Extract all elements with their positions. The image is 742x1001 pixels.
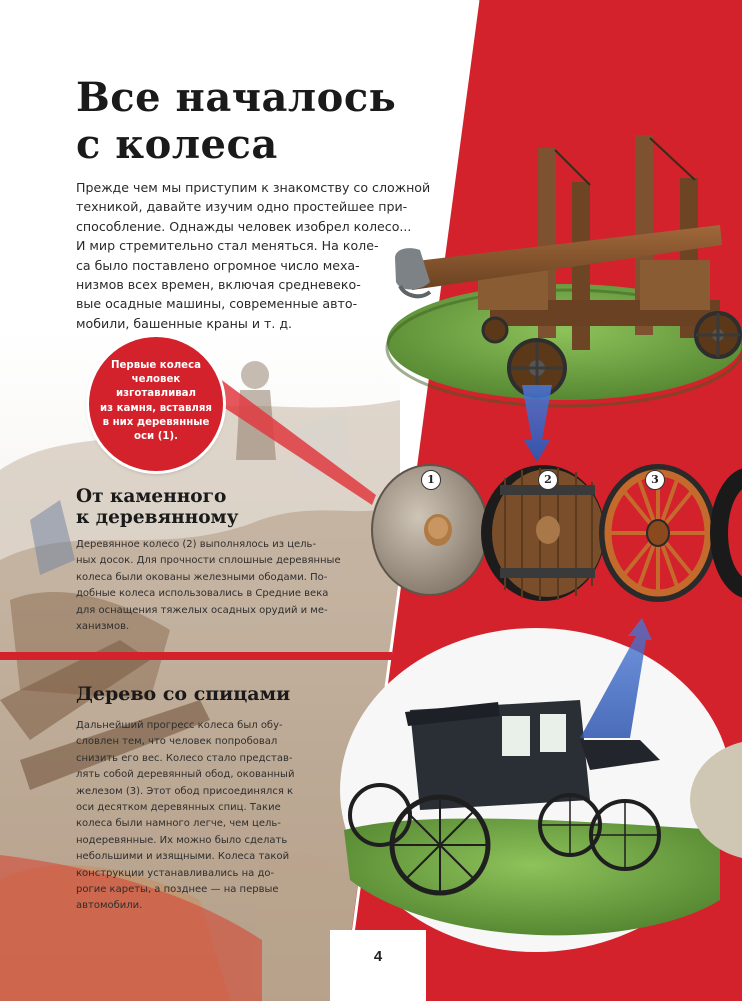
body-line: словлен тем, что человек попробовал (76, 736, 278, 748)
body-line: лять собой деревянный обод, окованный (76, 769, 295, 781)
section-body-stone-to-wood (76, 537, 376, 635)
bubble-line: человек (131, 374, 181, 386)
fact-bubble-text (89, 359, 223, 444)
body-line: оси десятком деревянных спиц. Такие (76, 802, 281, 814)
section-heading-stone-to-wood (76, 486, 238, 528)
heading-line: Дерево со спицами (76, 683, 291, 705)
section-heading-spokes (76, 684, 290, 705)
wheel-label-1: 1 (421, 470, 441, 490)
page-title-line: Все началось (76, 74, 397, 121)
body-line: железом (3). Этот обод присоединялся к (76, 785, 294, 797)
body-line: для оснащения тяжелых осадных орудий и ме- (76, 604, 328, 616)
wheel-label-3: 3 (645, 470, 665, 490)
body-line: колеса были намного легче, чем цель- (76, 818, 281, 830)
intro-line: са было поставлено огромное число меха- (76, 257, 360, 273)
intro-line: низмов всех времен, включая средневеко- (76, 277, 361, 293)
intro-line: Прежде чем мы приступим к знакомству со сложной (76, 180, 431, 195)
page-title (76, 74, 396, 168)
body-line: Деревянное колесо (2) выполнялось из цель- (76, 539, 317, 550)
bubble-line: из камня, вставляя (100, 402, 212, 414)
intro-line: вые осадные машины, современные авто- (76, 296, 358, 312)
body-line: ных досок. Для прочности сплошные деревянные (76, 555, 341, 567)
section-body-spokes (76, 718, 376, 915)
page-number: 4 (373, 948, 383, 965)
body-line: нодеревянные. Их можно было сделать (76, 834, 288, 846)
bubble-line: оси (1). (134, 431, 178, 443)
body-line: ханизмов. (76, 621, 130, 633)
body-line: снизить его вес. Колесо стало представ- (76, 752, 293, 764)
page-title-line: с колеса (76, 121, 278, 168)
intro-line: техникой, давайте изучим одно простейшее при- (76, 199, 408, 215)
intro-line: способление. Однажды человек изобрел колесо... (76, 218, 412, 234)
intro-line: И мир стремительно стал меняться. На коле- (76, 238, 379, 254)
red-divider (0, 652, 392, 660)
body-line: небольшими и изящными. Колеса такой (76, 851, 290, 863)
heading-line: От каменного (76, 486, 227, 507)
body-line: добные колеса использовались в Средние века (76, 588, 329, 600)
bubble-line: в них деревянные (102, 416, 210, 428)
bubble-line: Первые колеса (110, 360, 202, 371)
body-line: колеса были окованы железными ободами. По- (76, 571, 328, 583)
intro-paragraph (76, 178, 431, 333)
fact-bubble (89, 337, 223, 471)
body-line: Дальнейший прогресс колеса был обу- (76, 720, 283, 731)
body-line: конструкции устанавливались на до- (76, 867, 275, 879)
page-number-tab (330, 930, 426, 1001)
body-line: автомобили. (76, 900, 143, 912)
carriage-illustration (340, 628, 732, 952)
body-line: рогие кареты, а позднее — на первые (76, 884, 279, 896)
intro-line: мобили, башенные краны и т. д. (76, 315, 293, 331)
heading-line: к деревянному (76, 507, 239, 528)
bubble-line: изготавливал (116, 388, 196, 400)
wheel-label-2: 2 (538, 470, 558, 490)
